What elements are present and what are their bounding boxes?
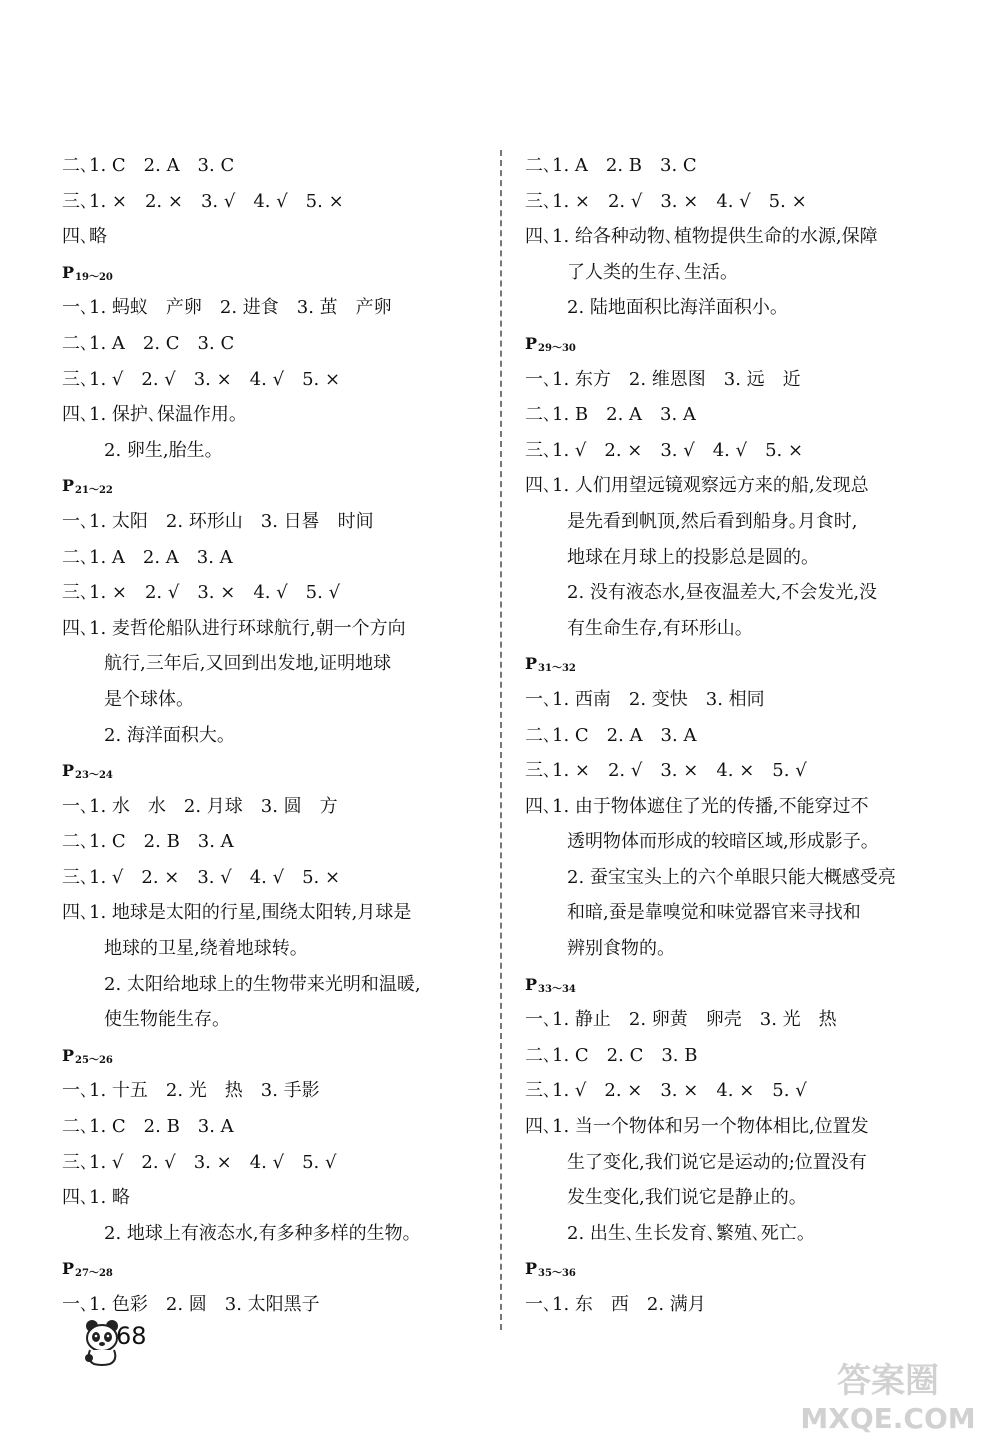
page-number: 68 [116, 1322, 147, 1350]
answer-line: 航行,三年后,又回到出发地,证明地球 [104, 653, 392, 675]
section-page-heading [62, 753, 492, 789]
answer-line: 三､1. × 2. × 3. √ 4. √ 5. × [62, 190, 344, 212]
page-heading-range: 29～30 [538, 342, 576, 354]
column-divider [500, 150, 502, 1330]
page-heading-letter: P [62, 476, 75, 496]
page-heading-letter: P [62, 761, 75, 781]
page-heading-range: 23～24 [75, 770, 113, 782]
answer-line: 一､1. 静止 2. 卵黄 卵壳 3. 光 热 [525, 1009, 837, 1031]
watermark-text: MXQE.COM [800, 1402, 976, 1435]
answer-line: 生了变化,我们说它是运动的;位置没有 [567, 1151, 867, 1173]
answer-line: 一､1. 水 水 2. 月球 3. 圆 方 [62, 795, 338, 817]
answer-line: 二､1. C 2. C 3. B [525, 1044, 698, 1066]
answer-line: 2. 地球上有液态水,有多种多样的生物｡ [104, 1222, 412, 1244]
page-heading-letter: P [62, 262, 75, 282]
answer-line: 二､1. A 2. C 3. C [62, 332, 235, 354]
answer-line: 是先看到帆顶,然后看到船身｡月食时, [567, 510, 858, 532]
answer-line: 三､1. × 2. √ 3. × 4. √ 5. × [525, 190, 807, 212]
answer-line: 发生变化,我们说它是静止的｡ [567, 1187, 798, 1209]
page-heading-range: 31～32 [538, 663, 576, 675]
answer-line: 四､1. 人们用望远镜观察远方来的船,发现总 [525, 475, 869, 497]
page-heading-letter: P [525, 1259, 538, 1279]
answer-line: 二､1. C 2. A 3. A [525, 724, 697, 746]
section-page-heading [525, 1251, 945, 1287]
page-heading-letter: P [525, 654, 538, 674]
answer-line: 二､1. B 2. A 3. A [525, 404, 696, 426]
section-page-heading [525, 646, 945, 682]
answer-line: 三､1. √ 2. √ 3. × 4. √ 5. √ [62, 1151, 337, 1173]
answer-line: 三､1. √ 2. × 3. × 4. × 5. √ [525, 1080, 807, 1102]
watermark-logo [788, 1352, 988, 1436]
answer-line: 辨别食物的｡ [567, 938, 666, 960]
answer-line: 一､1. 东方 2. 维恩图 3. 远 近 [525, 368, 801, 390]
answer-line: 2. 陆地面积比海洋面积小｡ [567, 297, 779, 319]
section-page-heading [62, 1038, 492, 1074]
page-heading-range: 21～22 [75, 485, 113, 497]
answer-line: 是个球体｡ [104, 688, 185, 710]
section-page-heading [62, 1251, 492, 1287]
answer-line: 一､1. 蚂蚁 产卵 2. 进食 3. 茧 产卵 [62, 297, 392, 319]
answer-column-right [525, 148, 945, 1323]
section-page-heading [525, 967, 945, 1003]
page-heading-range: 35～36 [538, 1268, 576, 1280]
answer-line: 一､1. 西南 2. 变快 3. 相同 [525, 688, 765, 710]
answer-line: 了人类的生存､生活｡ [567, 261, 729, 283]
page-heading-range: 19～20 [75, 271, 113, 283]
watermark-logo-text: 答案圈 [837, 1361, 939, 1401]
answer-line: 使生物能生存｡ [104, 1009, 221, 1031]
page-heading-range: 33～34 [538, 983, 576, 995]
section-page-heading [525, 326, 945, 362]
answer-line: 一､1. 东 西 2. 满月 [525, 1294, 706, 1315]
answer-line: 2. 卵生,胎生｡ [104, 439, 214, 461]
answer-line: 三､1. × 2. √ 3. × 4. √ 5. √ [62, 582, 341, 604]
answer-line: 2. 没有液态水,昼夜温差大,不会发光,没 [567, 582, 878, 604]
answer-line: 四､1. 略 [62, 1187, 130, 1209]
page-heading-letter: P [62, 1045, 75, 1065]
answer-line: 二､1. A 2. B 3. C [525, 155, 697, 176]
page-heading-letter: P [525, 333, 538, 353]
answer-line: 四､略 [62, 226, 107, 248]
answer-line: 一､1. 色彩 2. 圆 3. 太阳黑子 [62, 1294, 320, 1315]
answer-line: 2. 太阳给地球上的生物带来光明和温暖, [104, 973, 421, 995]
answer-line: 四､1. 地球是太阳的行星,围绕太阳转,月球是 [62, 902, 412, 924]
answer-line: 一､1. 太阳 2. 环形山 3. 日晷 时间 [62, 510, 374, 532]
section-page-heading [62, 468, 492, 504]
answer-line: 二､1. C 2. B 3. A [62, 1116, 234, 1138]
answer-line: 2. 海洋面积大｡ [104, 724, 226, 746]
page-footer [80, 1312, 160, 1372]
answer-line: 四､1. 由于物体遮住了光的传播,不能穿过不 [525, 795, 869, 817]
answer-line: 二､1. C 2. B 3. A [62, 831, 234, 853]
answer-line: 四､1. 给各种动物､植物提供生命的水源,保障 [525, 226, 878, 248]
answer-line: 透明物体而形成的较暗区域,形成影子｡ [567, 831, 870, 853]
page-heading-range: 25～26 [75, 1054, 113, 1066]
answer-line: 2. 蚕宝宝头上的六个单眼只能大概感受亮 [567, 866, 896, 888]
answer-line: 2. 出生､生长发育､繁殖､死亡｡ [567, 1222, 806, 1244]
answer-line: 二､1. C 2. A 3. C [62, 155, 235, 176]
answer-line: 一､1. 十五 2. 光 热 3. 手影 [62, 1080, 320, 1102]
answer-column-left [62, 148, 492, 1323]
answer-line: 三､1. √ 2. × 3. √ 4. √ 5. × [525, 439, 804, 461]
answer-line: 三､1. √ 2. √ 3. × 4. √ 5. × [62, 368, 341, 390]
answer-line: 地球的卫星,绕着地球转｡ [104, 938, 299, 960]
page-heading-range: 27～28 [75, 1268, 113, 1280]
answer-line: 四､1. 保护､保温作用｡ [62, 404, 238, 426]
answer-line: 和暗,蚕是靠嗅觉和味觉器官来寻找和 [567, 902, 861, 924]
answer-line: 二､1. A 2. A 3. A [62, 546, 233, 568]
section-page-heading [62, 255, 492, 291]
answer-line: 有生命生存,有环形山｡ [567, 617, 744, 639]
answer-line: 四､1. 麦哲伦船队进行环球航行,朝一个方向 [62, 617, 406, 639]
page-heading-letter: P [525, 974, 538, 994]
answer-line: 三､1. × 2. √ 3. × 4. × 5. √ [525, 760, 807, 782]
answer-line: 四､1. 当一个物体和另一个物体相比,位置发 [525, 1116, 869, 1138]
answer-line: 地球在月球上的投影总是圆的｡ [567, 546, 810, 568]
page-heading-letter: P [62, 1259, 75, 1279]
answer-line: 三､1. √ 2. × 3. √ 4. √ 5. × [62, 866, 341, 888]
